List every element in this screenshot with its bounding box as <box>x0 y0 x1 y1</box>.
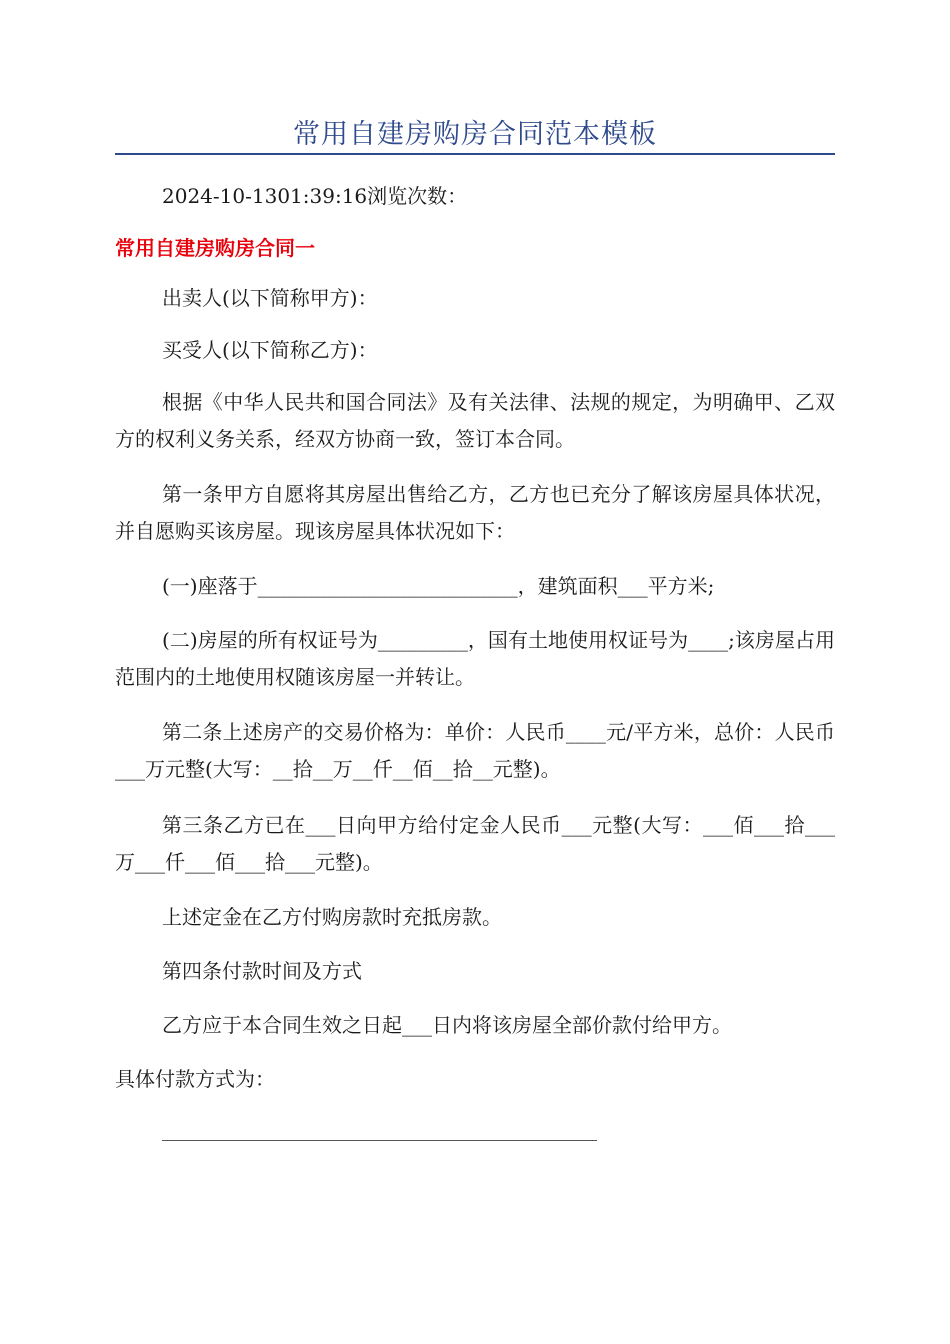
paragraph-location: (一)座落于__________________________，建筑面积___平方米; <box>162 574 715 598</box>
paragraph-article-4: 第四条付款时间及方式 <box>162 959 362 983</box>
meta-line: 2024-10-1301:39:16浏览次数： <box>162 184 468 208</box>
fill-in-blank-line <box>162 1140 597 1141</box>
section-heading: 常用自建房购房合同一 <box>115 236 315 260</box>
paragraph-article-3: 第三条乙方已在___日向甲方给付定金人民币___元整(大写：___佰___拾___万___仟___佰___拾___元整)。 <box>115 813 835 874</box>
document-title: 常用自建房购房合同范本模板 <box>293 119 657 150</box>
paragraph-preamble: 根据《中华人民共和国合同法》及有关法律、法规的规定，为明确甲、乙双方的权利义务关系，经双方协商一致，签订本合同。 <box>115 390 835 451</box>
paragraph-article-1: 第一条甲方自愿将其房屋出售给乙方，乙方也已充分了解该房屋具体状况，并自愿购买该房屋。现该房屋具体状况如下： <box>115 482 835 543</box>
paragraph-article-2: 第二条上述房产的交易价格为：单价：人民币____元/平方米，总价：人民币___万元整(大写：__拾__万__仟__佰__拾__元整)。 <box>115 720 835 781</box>
title-underline <box>115 153 835 155</box>
paragraph-payment-method: 具体付款方式为： <box>115 1067 275 1091</box>
paragraph-buyer: 买受人(以下简称乙方)： <box>162 338 378 362</box>
paragraph-certificates: (二)房屋的所有权证号为_________，国有土地使用权证号为____;该房屋占用范围内的土地使用权随该房屋一并转让。 <box>115 628 835 689</box>
paragraph-payment-term: 乙方应于本合同生效之日起___日内将该房屋全部价款付给甲方。 <box>162 1013 732 1037</box>
paragraph-deposit: 上述定金在乙方付购房款时充抵房款。 <box>162 905 502 929</box>
paragraph-seller: 出卖人(以下简称甲方)： <box>162 286 378 310</box>
